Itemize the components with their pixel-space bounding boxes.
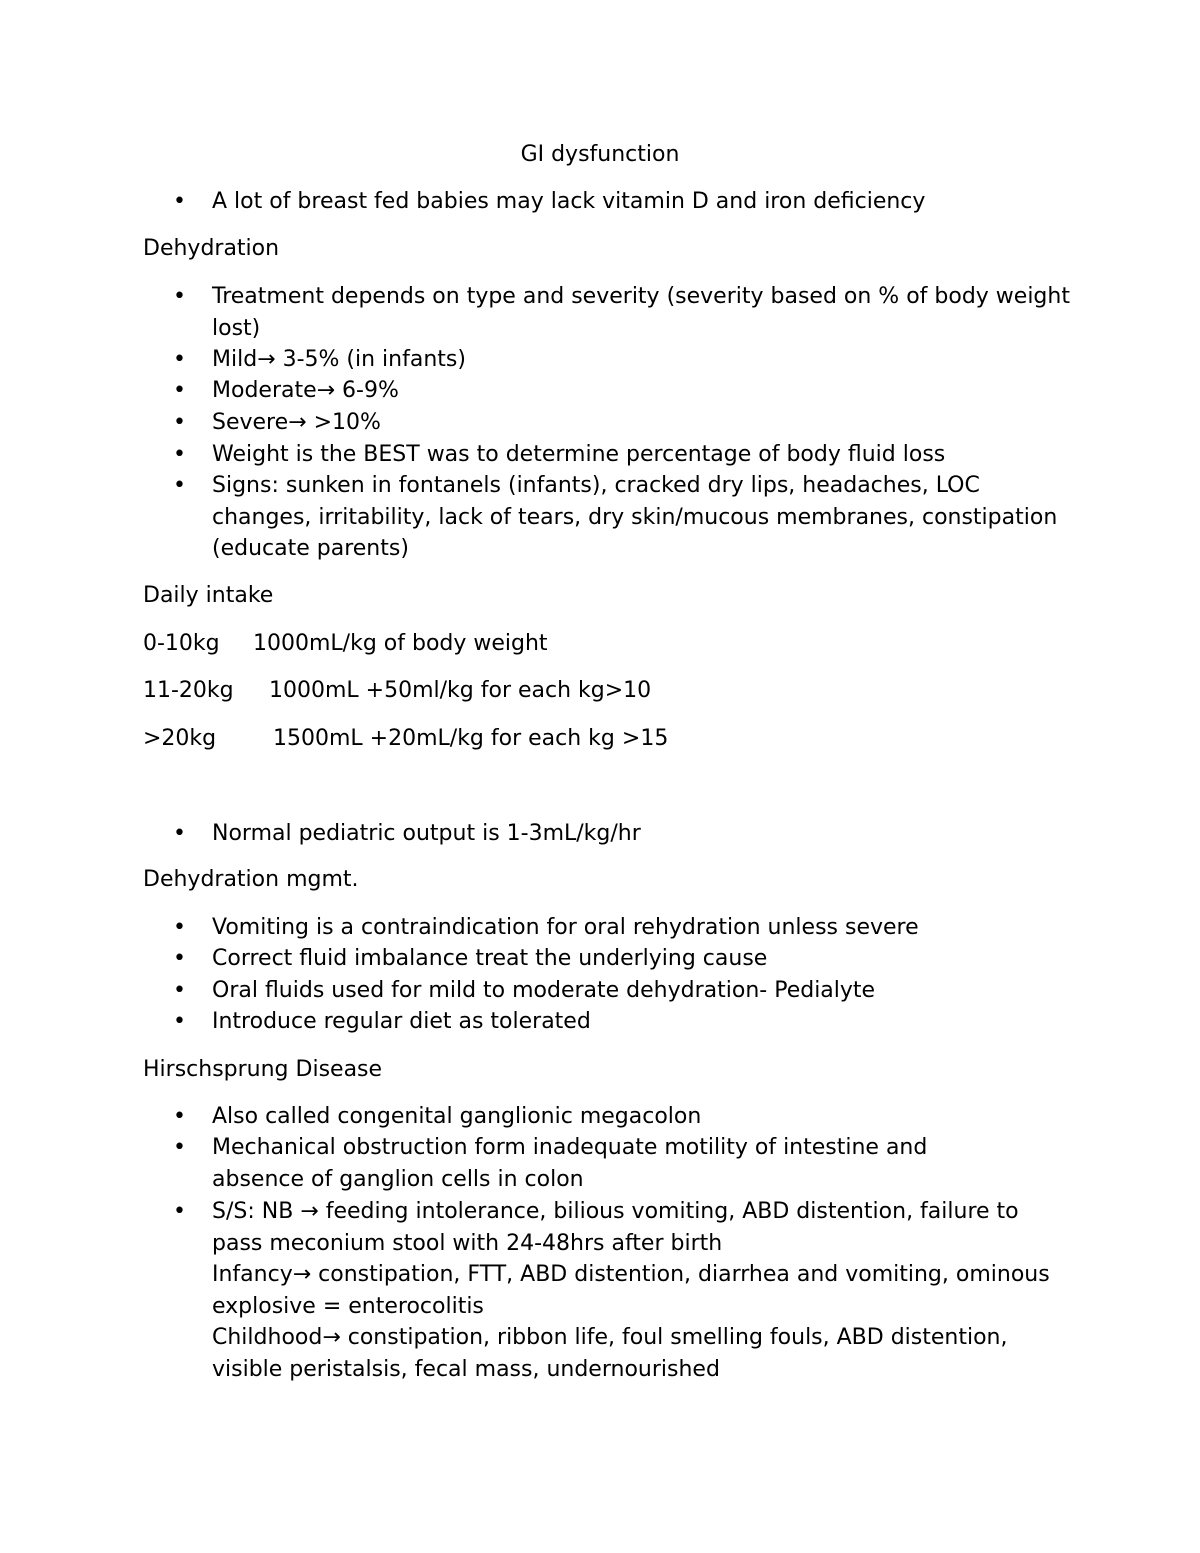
ss-childhood-text: Childhood→ constipation, ribbon life, foul smelling fouls, ABD distention, visible peristalsis, fecal mass, undernourished bbox=[212, 1325, 1008, 1382]
dehydration-bullet-moderate: Moderate→ 6-9% bbox=[212, 378, 399, 403]
bullet-glyph: • bbox=[173, 1104, 186, 1129]
section-heading-dehydration-mgmt: Dehydration mgmt. bbox=[143, 867, 359, 892]
dehydration-bullet-mild: Mild→ 3-5% (in infants) bbox=[212, 347, 466, 372]
dehydration-bullet-severe: Severe→ >10% bbox=[212, 410, 381, 435]
intake-amount: 1500mL +20mL/kg for each kg >15 bbox=[273, 726, 669, 751]
intake-weight-range: >20kg bbox=[143, 726, 217, 751]
section-heading-dehydration: Dehydration bbox=[143, 236, 280, 261]
hirschsprung-bullet-megacolon: Also called congenital ganglionic megacolon bbox=[212, 1104, 702, 1129]
bullet-glyph: • bbox=[173, 473, 186, 498]
bullet-glyph: • bbox=[173, 189, 186, 214]
dehydration-bullet-treatment: Treatment depends on type and severity (severity based on % of body weight lost) bbox=[212, 284, 1070, 341]
document-title: GI dysfunction bbox=[520, 142, 680, 167]
bullet-glyph: • bbox=[173, 378, 186, 403]
bullet-glyph: • bbox=[173, 347, 186, 372]
bullet-glyph: • bbox=[173, 978, 186, 1003]
intro-bullet-text: A lot of breast fed babies may lack vitamin D and iron deficiency bbox=[212, 189, 926, 214]
ss-infancy-text: Infancy→ constipation, FTT, ABD distention, diarrhea and vomiting, ominous explosive = enterocolitis bbox=[212, 1262, 1050, 1319]
hirschsprung-bullet-signs-symptoms bbox=[212, 1196, 1062, 1385]
mgmt-bullet-correct: Correct fluid imbalance treat the underlying cause bbox=[212, 946, 768, 971]
bullet-glyph: • bbox=[173, 1199, 186, 1224]
bullet-glyph: • bbox=[173, 946, 186, 971]
hirschsprung-bullet-obstruction: Mechanical obstruction form inadequate motility of intestine and absence of ganglion cells in colon bbox=[212, 1135, 928, 1192]
bullet-glyph: • bbox=[173, 821, 186, 846]
mgmt-bullet-vomiting: Vomiting is a contraindication for oral rehydration unless severe bbox=[212, 915, 919, 940]
dehydration-bullet-weight: Weight is the BEST was to determine percentage of body fluid loss bbox=[212, 442, 946, 467]
mgmt-bullet-diet: Introduce regular diet as tolerated bbox=[212, 1009, 591, 1034]
intake-amount: 1000mL/kg of body weight bbox=[253, 631, 548, 656]
section-heading-hirschsprung: Hirschsprung Disease bbox=[143, 1057, 383, 1082]
bullet-glyph: • bbox=[173, 442, 186, 467]
intake-amount: 1000mL +50ml/kg for each kg>10 bbox=[269, 678, 652, 703]
intake-weight-range: 11-20kg bbox=[143, 678, 234, 703]
intake-weight-range: 0-10kg bbox=[143, 631, 220, 656]
mgmt-bullet-oral: Oral fluids used for mild to moderate dehydration- Pedialyte bbox=[212, 978, 876, 1003]
bullet-glyph: • bbox=[173, 915, 186, 940]
bullet-glyph: • bbox=[173, 410, 186, 435]
dehydration-bullet-signs: Signs: sunken in fontanels (infants), cracked dry lips, headaches, LOC changes, irritability, lack of tears, dry skin/mucous membranes, constipation (educate parents) bbox=[212, 473, 1058, 561]
bullet-glyph: • bbox=[173, 1135, 186, 1160]
ss-newborn-text: S/S: NB → feeding intolerance, bilious vomiting, ABD distention, failure to pass meconium stool with 24-48hrs after birth bbox=[212, 1199, 1019, 1256]
bullet-glyph: • bbox=[173, 1009, 186, 1034]
section-heading-daily-intake: Daily intake bbox=[143, 583, 274, 608]
output-bullet-text: Normal pediatric output is 1-3mL/kg/hr bbox=[212, 821, 641, 846]
bullet-glyph: • bbox=[173, 284, 186, 309]
